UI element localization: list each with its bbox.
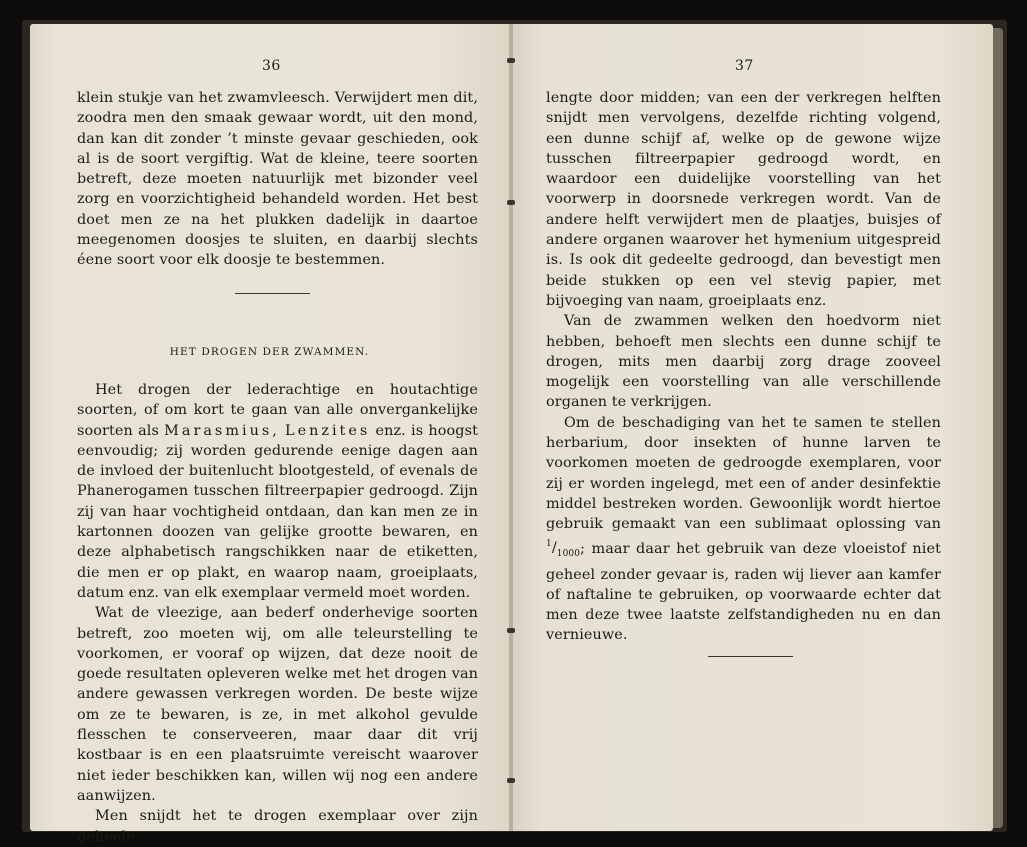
binding-stitch [507,778,515,783]
left-paragraph-3: Wat de vleezige, aan bederf onderhevige soorten betreft, zoo moeten wij, om alle teleurstelling te voorkomen, er vooraf op wijzen, dat deze nooit de goede resultaten opleveren welke met het drogen van andere gewassen verkregen worden. De beste wijze om ze te bewaren, is ze, in met alkohol gevulde flesschen te conserveeren, maar daar dit vrij kostbaar is en een plaatsruimte vereischt waarover niet ieder beschikken kan, willen wij nog een andere aanwijzen. [77,605,478,804]
genus-marasmius: Marasmius, [164,422,280,439]
binding-stitch [507,628,515,633]
right-paragraph-3: Om de beschadiging van het te samen te stellen herbarium, door insekten of hunne larven te voorkomen moeten de gedroogde exemplaren, voor zij er worden ingelegd, met een of ander desinfektie middel bestreken worden. Gewoonlijk wordt hiertoe gebruik gemaakt van een sublimaat oplossing van $^1/_{1000}$; maar daar het gebruik van deze vloeistof niet geheel zonder gevaar is, raden wij liever aan kamfer of naftaline te gebruiken, op voorwaarde echter dat men deze twee laatste zelfstandigheden nu en dan vernieuwe. [546,414,941,644]
left-paragraphs-main [77,380,478,847]
page-edges [993,28,1003,828]
left-paragraph-2: Het drogen der lederachtige en houtachtige soorten, of om kort te gaan van alle onvergankelijke soorten als Marasmius, Lenzites enz. is hoogst eenvoudig; zij worden gedurende eenige dagen aan de invloed der buitenlucht blootgesteld, of evenals de Phanerogamen tusschen filtreerpapier gedroogd. Zijn zij van haar vochtigheid ontdaan, dan kan men ze in kartonnen doozen van gelijke grootte bewaren, en deze alphabetisch rangschikken naar de etiketten, die men er op plakt, en waarop naam, groeiplaats, datum enz. van elk exemplaar vermeld moet worden. [77,382,478,601]
binding-stitch [507,200,515,205]
left-page [30,24,509,845]
section-heading: HET DROGEN DER ZWAMMEN. [169,346,370,358]
book-gutter [509,24,513,831]
binding-stitch [507,58,515,63]
left-paragraph-1: klein stukje van het zwamvleesch. Verwijdert men dit, zoodra men den smaak gewaar wordt, uit den mond, dan kan dit zonder ’t minste gevaar geschieden, ook al is de soort vergiftig. Wat de kleine, teere soorten betreft, deze moeten natuurlijk met bizonder veel zorg en voorzichtigheid behandeld worden. Het best doet men ze na het plukken dadelijk in daartoe meegenomen doosjes te sluiten, en daarbij slechts éene soort voor elk doosje te bestemmen. [77,90,478,269]
right-page [513,24,993,831]
right-paragraph-1: lengte door midden; van een der verkregen helften snijdt men vervolgens, dezelfde richting volgend, een dunne schijf af, welke op de gewone wijze tusschen filtreerpapier gedroogd wordt, en waardoor een duidelijke voorstelling van het voorwerp in doorsnede verkregen wordt. Van de andere helft verwijdert men de plaatjes, buisjes of andere organen waarover het hymenium uitgespreid is. Is ook dit gedeelte gedroogd, dan bevestigt men beide stukken op een vel stevig papier, met bijvoeging van naam, groeiplaats enz. [546,90,941,309]
fraction: $^1/_{1000}$ [546,539,581,560]
right-page-number: 37 [735,58,754,74]
left-paragraph-4: Men snijdt het te drogen exemplaar over zijn geheele [77,808,478,845]
genus-lenzites: Lenzites [285,422,371,439]
right-paragraphs [546,88,941,646]
end-divider [708,656,793,657]
right-paragraph-2: Van de zwammen welken den hoedvorm niet hebben, behoeft men slechts een dunne schijf te drogen, mits men daarbij zorg drage zooveel mogelijk een voorstelling van alle verschillende organen te verkrijgen. [546,313,941,411]
left-page-number: 36 [262,58,281,74]
section-divider [235,293,310,294]
